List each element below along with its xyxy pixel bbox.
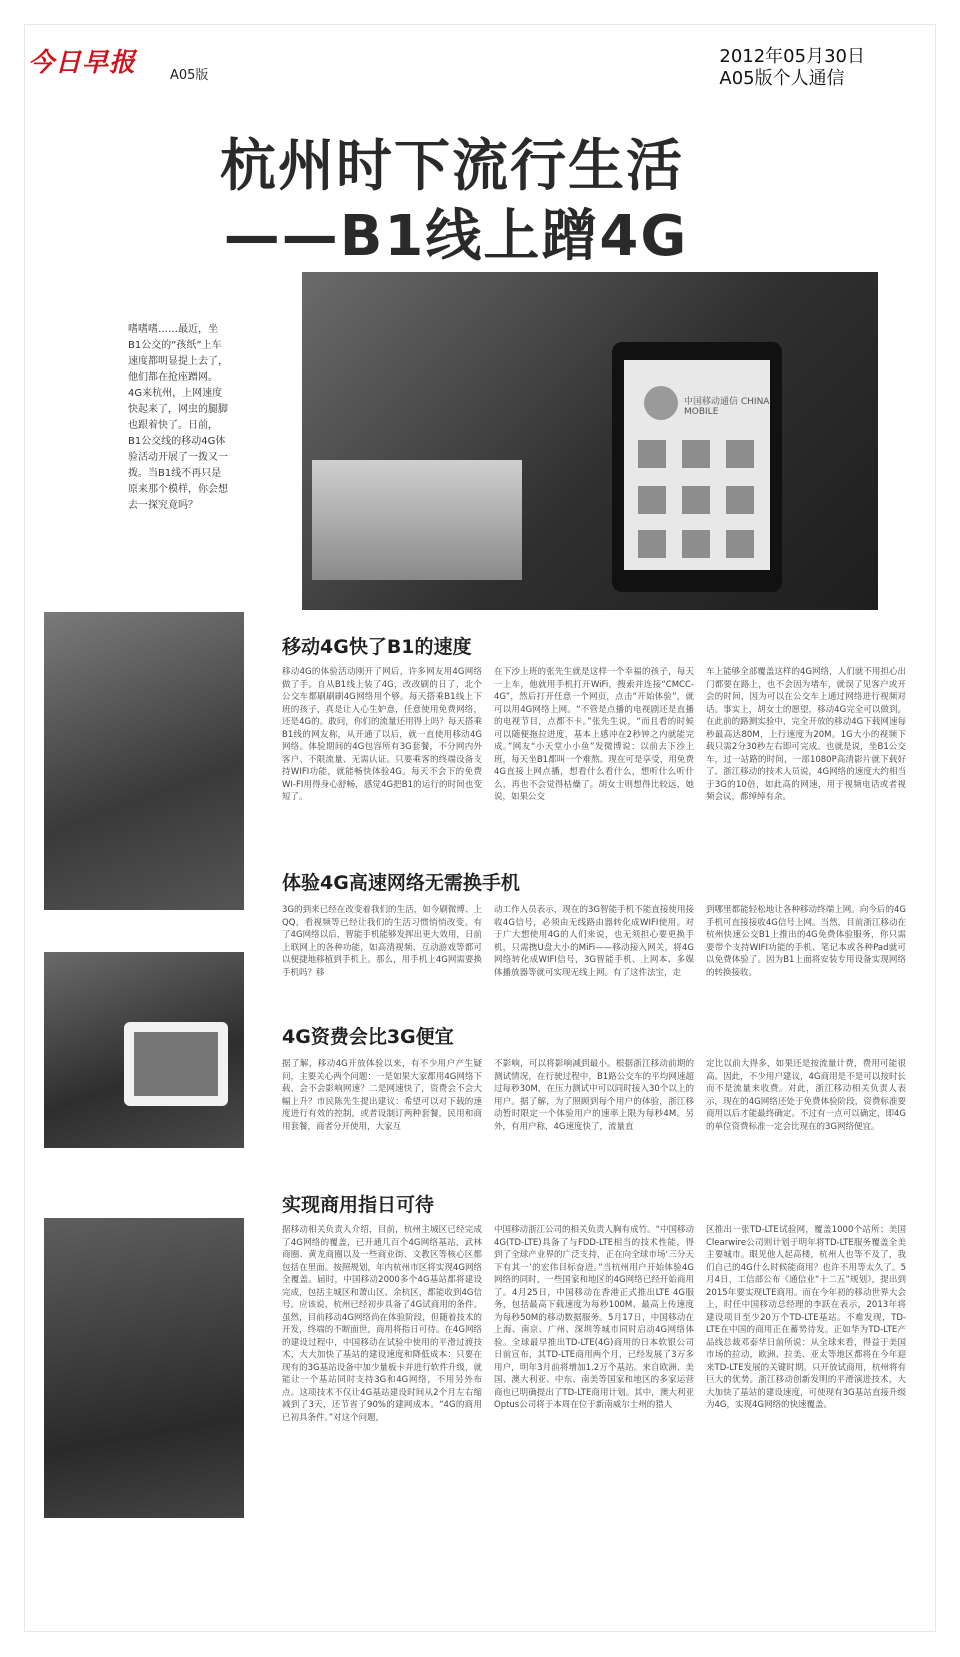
section-1-column-3: 车上能够全部覆盖这样的4G网络，人们就不用担心出门都要在路上，也不会因为堵车，就误了见客户或开会的时间，因为可以在公交车上通过网络进行视频对话。事实上，胡女士的愿望，移动4G完全可以做到。在此前的路测实验中，完全开放的移动4G下载网速每秒最高达80M，上行速度为20M。1G大小的视频下载只需2分30秒左右即可完成。也就是说，坐B1公交车，过一站路的时间，一部1080P高清影片就下载好了。浙江移动的技术人员说，4G网络的速度大约相当于3G的10倍，如此高的网速，用于视频电话或者视频会议，都绰绰有余。 xyxy=(706,667,906,802)
passengers-photo xyxy=(44,612,244,910)
section-1-column-2: 在下沙上班的张先生就是这样一个幸福的孩子，每天一上车，他就用手机打开WiFi，搜索并连接“CMCC-4G”，然后打开任意一个网页，点击“开始体验”，就可以用4G网络上网。“不管是点播的电视剧还是直播的电视节目，点都不卡。”张先生说，“而且看的时候可以随便拖拉进度，基本上感冲在2秒钟之内就能完成。”网友“小天堂小小鱼”发微博说：以前去下沙上班，每天坐B1都叫一个难熬。现在可是享受，用免费4G直接上网点播，想看什么看什么，想听什么听什么，再也不会觉得枯燥了。胡女士则想得比较远，她说，如果公交 xyxy=(494,667,694,802)
section-3-column-2: 不影响，可以将影响减到最小。根据浙江移动前期的测试情况，在行驶过程中，B1路公交车的平均网速超过每秒30M，在压力测试中可以同时接入30个以上的用户。据了解，为了照顾到每个用户的体验，浙江移动暂时限定一个体验用户的速率上限为每秒4M。另外，有用户称，4G速度快了，流量直 xyxy=(494,1059,694,1132)
app-icon xyxy=(682,440,710,468)
app-icon xyxy=(638,486,666,514)
section-3-column-3: 定比以前大得多，如果还是按流量计费，费用可能很高。因此，不少用户建议，4G商用是不是可以按时长而不是流量来收费。对此，浙江移动相关负责人表示，现在的4G网络还处于免费体验阶段，资费标准要商用以后才能最终确定。不过有一点可以确定，即4G的单位资费标准一定会比现在的3G网络便宜。 xyxy=(706,1059,906,1132)
section-2-column-1: 3G的到来已经在改变着我们的生活，如今刷微博、上QQ，看视频等已经让我们的生活习惯悄悄改变。有了4G网络以后，智能手机能够发挥出更大效用，日前上联网上的各种功能，如高清视频、互动游戏等都可以便捷地移植到手机上。那么，用手机上4G网需要换手机吗？移 xyxy=(282,905,482,978)
masthead-logo: 今日早报 xyxy=(28,48,137,78)
section-4-column-3: 区推出一张TD-LTE试验网，覆盖1000个站所；美国Clearwire公司则计划于明年将TD-LTE服务覆盖全美主要城市。眼见他人起高楼，杭州人也等不及了，我们自己的4G什么时候能商用？也许不用等太久了。5月4日，工信部公布《通信业“十二五”规划》，提出到2015年要实现LTE商用。而在今年初的移动世界大会上，时任中国移动总经理的李跃在表示，2013年将建设项目至少20万个TD-LTE基站。不难发现，TD-LTE在中国的商用正在蓄势待发。正如华为TD-LTE产品线总裁邓泰华日前所说：从全球来看，得益于美国市场的拉动，欧洲、拉美、亚太等地区都将在今年迎来TD-LTE发展的关键时期。只开放试商用，杭州将有巨大的优势。浙江移动创新发明的平滑演进技术，大大加快了基站的建设速度，可使现有3G基站直接升级为4G，实现4G网络的快速覆盖。 xyxy=(706,1225,906,1410)
section-4-column-2: 中国移动浙江公司的相关负责人胸有成竹。“中国移动4G(TD-LTE)具备了与FDD-LTE相当的技术性能，得到了全球产业界的广泛支持，正在向全球市场‘三分天下有其一’的宏伟目标奋进。”当杭州用户开始体验4G网络的同时，一些国家和地区的4G网络已经开始商用了。4月25日，中国移动在香港正式推出LTE 4G服务，包括最高下载速度为每秒100M、最高上传速度为每秒50M的移动数据服务。5月17日，中国移动在上海、南京、广州、深圳等城市同时启动4G网络体验。全球最早推出TD-LTE(4G)商用的日本软银公司日前宣布，其TD-LTE商用两个月，已经发展了3万多用户，明年3月前将增加1.2万个基站。来自欧洲、美国、澳大利亚、中东、南美等国家和地区的多家运营商也已明确提出了TD-LTE商用计划。其中，澳大利亚Optus公司将于本周在位于新南威尔士州的猎人 xyxy=(494,1225,694,1410)
tablet-image xyxy=(124,1022,228,1106)
section-4-column-1: 据移动相关负责人介绍，目前，杭州主城区已经完成了4G网络的覆盖，已开通几百个4G网络基站，武林商圈、黄龙商圈以及一些商业街、文教区等核心区都包括在里面。按照规划，年内杭州市区将实现4G网络全覆盖。届时，中国移动2000多个4G基站都将建设完成，包括主城区和萧山区、余杭区，都能收到4G信号。应该说，杭州已经初步具备了4G试商用的条件。虽然，目前移动4G网络尚在体验阶段，但随着技术的开发，终端的不断面世，商用将指日可待。在4G网络的建设过程中，中国移动在试验中使用的平滑过渡技术，大大加快了基站的建设速度和降低成本：只要在现有的3G基站设备中加少量板卡并进行软件升级，就能让一个基站同时支持3G和4G网络，不用另外布点。这项技术不仅让4G基站建设时间从2个月左右缩减到了3天，还节省了90%的建网成本。“4G的商用已初具条件。”对这个问题， xyxy=(282,1225,482,1423)
china-mobile-logo-icon xyxy=(644,386,678,420)
section-heading: 体验4G高速网络无需换手机 xyxy=(282,872,520,894)
app-icon xyxy=(638,530,666,558)
headline-line2: ——B1线上蹭4G xyxy=(223,204,689,269)
section-2-column-2: 动工作人员表示，现在的3G智能手机不能直接使用接收4G信号，必须由无线路由器转化成WIFI使用。对于广大想使用4G的人们来说，也无须担心要更换手机，只需携U盘大小的MiFi——移动接入网关，将4G网络转化成WIFI信号，3G智能手机、上网本、多媒体播放器等就可实现无线上网。有了这件法宝，走 xyxy=(494,905,694,978)
dateline xyxy=(719,46,865,90)
app-icon xyxy=(682,486,710,514)
section-heading: 4G资费会比3G便宜 xyxy=(282,1026,454,1048)
section-heading: 移动4G快了B1的速度 xyxy=(282,636,472,658)
bus-phone-photo xyxy=(302,272,878,610)
app-icon xyxy=(726,440,754,468)
headline-line1: 杭州时下流行生活 xyxy=(220,134,684,199)
app-icon xyxy=(682,530,710,558)
tablet-user-photo xyxy=(44,952,244,1148)
section-3-column-1: 据了解，移动4G开放体验以来，有不少用户产生疑问，主要关心两个问题：一是如果大家都用4G网络下载，会不会影响网速？二是网速快了，资费会不会大幅上升？市民陈先生提出建议：希望可以对下载的速度进行有效的控制，或者设制订两种套餐，民用和商用套餐，商者分开使用，大家互 xyxy=(282,1059,482,1132)
bus-interior-photo xyxy=(44,1218,244,1518)
section-heading: 实现商用指日可待 xyxy=(282,1194,435,1216)
phone-screen xyxy=(624,360,770,570)
section-1-column-1: 移动4G的体验活动刚开了网后，许多网友用4G网络做了手。自从B1线上装了4G，改改刷的日了，北个公交车都刷刷刷4G网络用个够。每天搭乘B1线上下班的孩子，真是让人心生妒意，任意使用免费网络，还是4G的。敢问，你们的流量还用得上吗？每天搭乘B1线的网友称，从开通了以后，就一直使用移动4G网络。体验期间的4G包容所有3G套餐，不分网内外客户、不限流量、无需认证。只要乘客的终端设备支持WIFI功能，就能畅快体验4G。每天不会下的免费WI-FI用得身心舒畅，感觉4G把B1的运行的时间也变短了。 xyxy=(282,667,482,802)
edition-label: A05版 xyxy=(170,68,209,83)
app-icon xyxy=(726,530,754,558)
phone-logo-text: 中国移动通信 CHINA MOBILE xyxy=(684,397,770,417)
intro-paragraph: 嗜嗜嗜……最近，坐B1公交的“孩纸”上车速度都明显提上去了，他们都在抢座蹭网。4G来杭州，上网速度快起来了，网虫的腿脚也跟着快了。日前，B1公交线的移动4G体验活动开展了一拨又一拨。当B1线不再只是原来那个模样，你会想去一探究竟吗？ xyxy=(128,324,228,511)
app-icon xyxy=(726,486,754,514)
bus-window-image xyxy=(312,460,522,580)
phone-image xyxy=(612,342,782,592)
section-text: A05版个人通信 xyxy=(719,68,845,89)
section-2-column-3: 到哪里都能轻松地让各种移动终端上网。向今后的4G手机可直接接收4G信号上网。当然，目前浙江移动在杭州快速公交B1上推出的4G免费体验服务，你只需要带个支持WIFI功能的手机、笔记本或各种Pad就可以免费体验了。因为B1上面将安装专用设备实现网络的转换接收。 xyxy=(706,905,906,978)
date-text: 2012年05月30日 xyxy=(719,46,865,67)
app-icon xyxy=(638,440,666,468)
